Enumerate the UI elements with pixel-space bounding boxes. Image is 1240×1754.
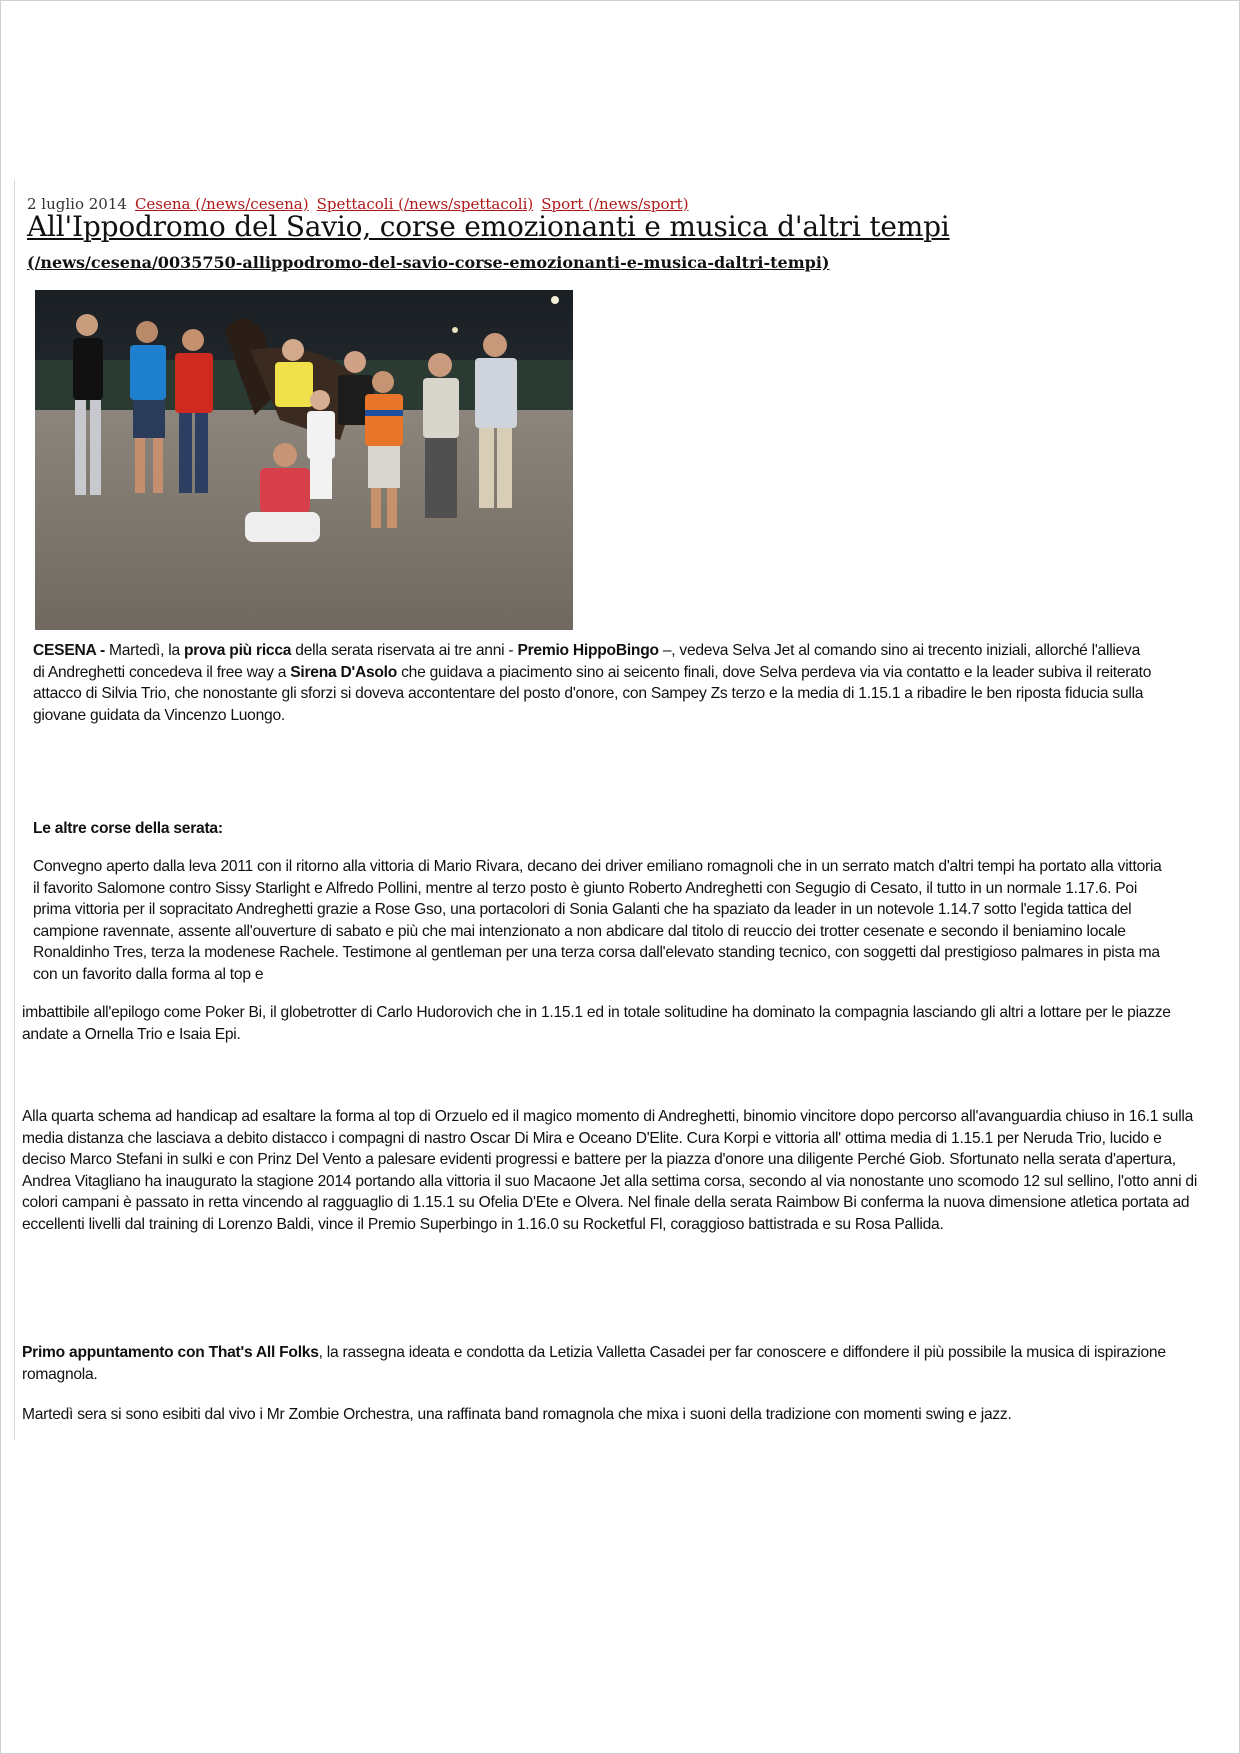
article-date: 2 luglio 2014 xyxy=(27,195,127,213)
races-paragraph-2: imbattibile all'epilogo come Poker Bi, il globetrotter di Carlo Hudorovich che in 1.15.1 ed in totale solitudine ha dominato la compagnia lasciando gli altri a lottare per le piazze andate a Ornella Trio e Isaia Epi. xyxy=(22,1004,1171,1043)
left-margin-rule xyxy=(14,180,15,1440)
races-paragraph-1: Convegno aperto dalla leva 2011 con il ritorno alla vittoria di Mario Rivara, decano dei driver emiliano romagnoli che in un serrato match d'altri tempi ha portato alla vittoria il favorito Salomone contro Sissy Starlight e Alfredo Pollini, mentre al terzo posto è giunto Roberto Andreghetti con Segugio di Cesato, il tutto in un normale 1.17.6. Poi prima vittoria per il sopracitato Andreghetti grazie a Rose Gso, una portacolori di Sonia Galanti che ha spaziato da leader in un notevole 1.14.7 sotto l'egida tattica del campione ravennate, assente all'ouverture di sabato e più che mai intenzionato a non abdicare dal titolo di reuccio dei trotter cesenate e secondo il beniamino locale Ronaldinho Tres, terza la modenese Rachele. Testimone al gentleman per una terza corsa dall'elevato standing tecnico, con soggetti dal prestigioso palmares in pista ma con un favorito dalla forma al top e xyxy=(33,858,1162,983)
folks-bold: Primo appuntamento con That's All Folks xyxy=(22,1344,319,1361)
category-link-cesena[interactable]: Cesena (/news/cesena) xyxy=(134,195,309,213)
lead-text-1: Martedì, la xyxy=(109,642,185,659)
lead-bold-prova: prova più ricca xyxy=(184,642,292,659)
races-heading: Le altre corse della serata: xyxy=(33,820,223,837)
article-title[interactable]: All'Ippodromo del Savio, corse emozionanti e musica d'altri tempi xyxy=(27,210,950,243)
lead-text-3: –, vedeva Selva Jet al comando sino ai trecento iniziali, allorché l'allieva di Andreghetti concedeva il free way a xyxy=(33,642,1141,681)
lead-paragraph xyxy=(33,640,1153,726)
quarta-paragraph: Alla quarta schema ad handicap ad esaltare la forma al top di Orzuelo ed il magico momento di Andreghetti, binomio vincitore dopo percorso all'avanguardia chiuso in 16.1 sulla media distanza che lasciava a debito distacco i compagni di nastro Oscar Di Mira e Oceano D'Elite. Cura Korpi e vittoria all' ottima media di 1.15.1 per Neruda Trio, lucido e deciso Marco Stefani in sulki e con Prinz Del Vento a palesare evidenti progressi e battere per la piazza d'onore una diligente Perché Giob. Sfortunato nella serata d'apertura, Andrea Vitagliano ha inaugurato la stagione 2014 portando alla vittoria il suo Macaone Jet alla settima corsa, secondo al via nonostante uno scomodo 12 sul sellino, l'otto anni di colori campani è passato in retta vincendo al ragguaglio di 1.15.1 su Ofelia D'Ete e Olvera. Nel finale della serata Raimbow Bi conferma la nuova dimensione atletica portata ad eccellenti livelli dal training di Lorenzo Baldi, vince il Premio Superbingo in 1.16.0 su Rocketful Fl, coraggioso battistrada e su Rosa Pallida. xyxy=(22,1108,1198,1233)
article-url[interactable]: (/news/cesena/0035750-allippodromo-del-savio-corse-emozionanti-e-musica-daltri-tempi) xyxy=(27,253,830,272)
dateline: CESENA - xyxy=(33,642,110,659)
folks-paragraph xyxy=(22,1342,1202,1385)
lead-text-2: della serata riservata ai tre anni - xyxy=(291,642,518,659)
lead-bold-sirena: Sirena D'Asolo xyxy=(290,663,398,681)
folks-text: , la rassegna ideata e condotta da Letizia Valletta Casadei per far conoscere e diffondere il più possibile la musica di ispirazione romagnola. xyxy=(22,1344,1166,1383)
martedi-paragraph: Martedì sera si sono esibiti dal vivo i Mr Zombie Orchestra, una raffinata band romagnola che mixa i suoni della tradizione con momenti swing e jazz. xyxy=(22,1406,1012,1423)
category-link-spettacoli[interactable]: Spettacoli (/news/spettacoli) xyxy=(316,195,534,213)
lead-text-4: che guidava a piacimento sino ai seicento finali, dove Selva perdeva via via contatto e la leader subiva il reiterato attacco di Silvia Trio, che nonostante gli sforzi si doveva accontentare del posto d'onore, con Sampey Zs terzo e la media di 1.15.1 a ribadire le ben riposta fiducia sulla giovane guidata da Vincenzo Luongo. xyxy=(33,663,1152,724)
winners-group-photo xyxy=(35,290,573,630)
category-link-sport[interactable]: Sport (/news/sport) xyxy=(541,195,689,213)
lead-bold-premio: Premio HippoBingo xyxy=(517,642,659,659)
article-photo xyxy=(35,290,573,630)
